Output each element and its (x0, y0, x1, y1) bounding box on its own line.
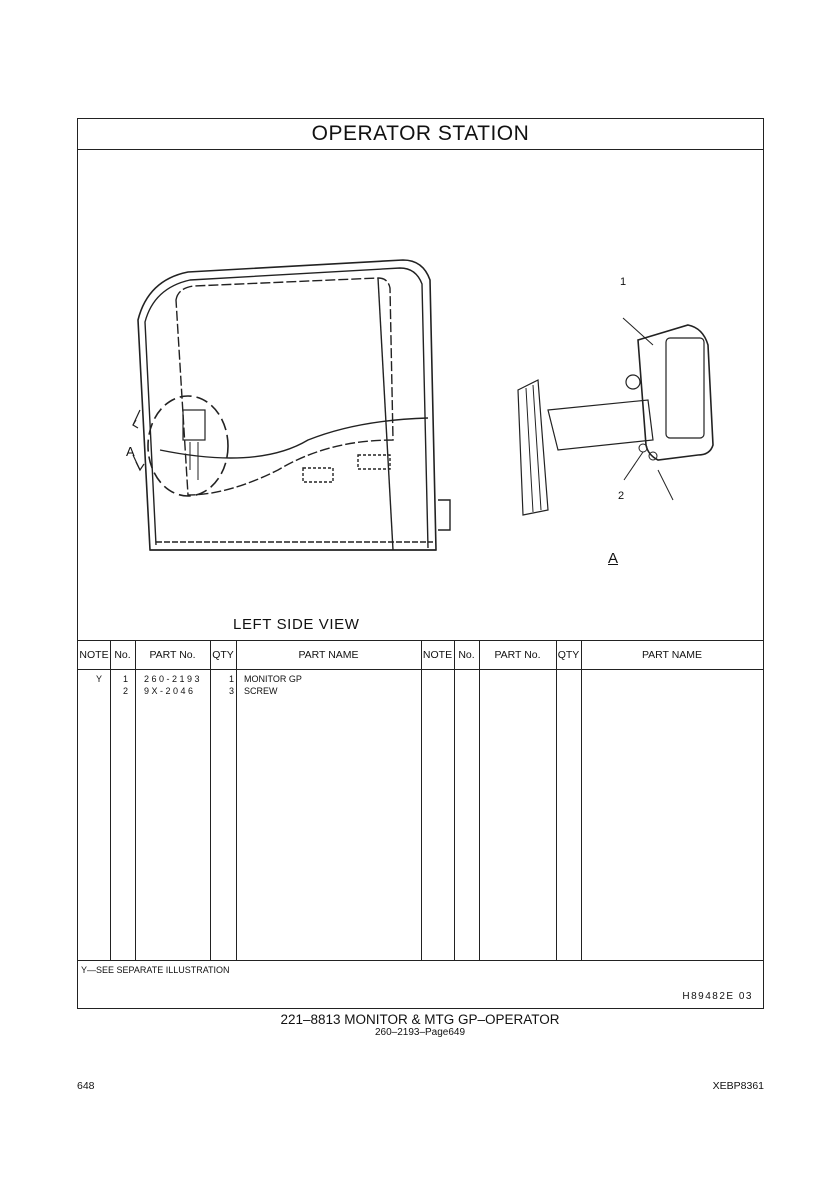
row-qty: 1 (229, 674, 235, 684)
footnote-area (78, 960, 763, 1008)
document-code: XEBP8361 (712, 1080, 764, 1092)
parts-frame (77, 118, 764, 1009)
callout-a: A (126, 444, 135, 459)
callout-2: 2 (618, 490, 625, 502)
row-part-name: MONITOR GP (244, 674, 302, 684)
header-qty: QTY (212, 649, 234, 661)
callout-1: 1 (620, 276, 627, 288)
header-part-name: PART NAME (298, 649, 359, 661)
group-caption: 221–8813 MONITOR & MTG GP–OPERATOR (280, 1012, 560, 1027)
header-no-2: No. (458, 649, 475, 661)
view-label: LEFT SIDE VIEW (233, 616, 360, 633)
row-qty: 3 (229, 686, 235, 696)
table-row (78, 686, 763, 698)
row-part-name: SCREW (244, 686, 278, 696)
parts-table (78, 640, 763, 960)
header-part-no: PART No. (149, 649, 196, 661)
table-row (78, 674, 763, 686)
header-part-name-2: PART NAME (641, 649, 703, 661)
page-number: 648 (77, 1080, 95, 1092)
row-part-no: 9 X - 2 0 4 6 (144, 686, 194, 696)
cab-illustration (78, 150, 763, 640)
section-title-bar (78, 119, 763, 150)
detail-view-label: A (608, 550, 619, 567)
row-note: Y (96, 674, 103, 684)
header-part-no-2: PART No. (494, 649, 541, 661)
row-part-no: 2 6 0 - 2 1 9 3 (144, 674, 200, 684)
header-note-2: NOTE (422, 649, 453, 661)
header-qty-2: QTY (557, 649, 580, 661)
header-note: NOTE (79, 649, 109, 661)
row-no: 2 (123, 686, 129, 696)
page-reference: 260–2193–Page649 (374, 1027, 466, 1038)
drawing-number: H89482E 03 (682, 991, 753, 1002)
header-no: No. (114, 649, 131, 661)
illustration (78, 150, 763, 640)
section-title: OPERATOR STATION (311, 122, 530, 145)
row-no: 1 (123, 674, 129, 684)
footnote: Y—SEE SEPARATE ILLUSTRATION (81, 965, 230, 975)
